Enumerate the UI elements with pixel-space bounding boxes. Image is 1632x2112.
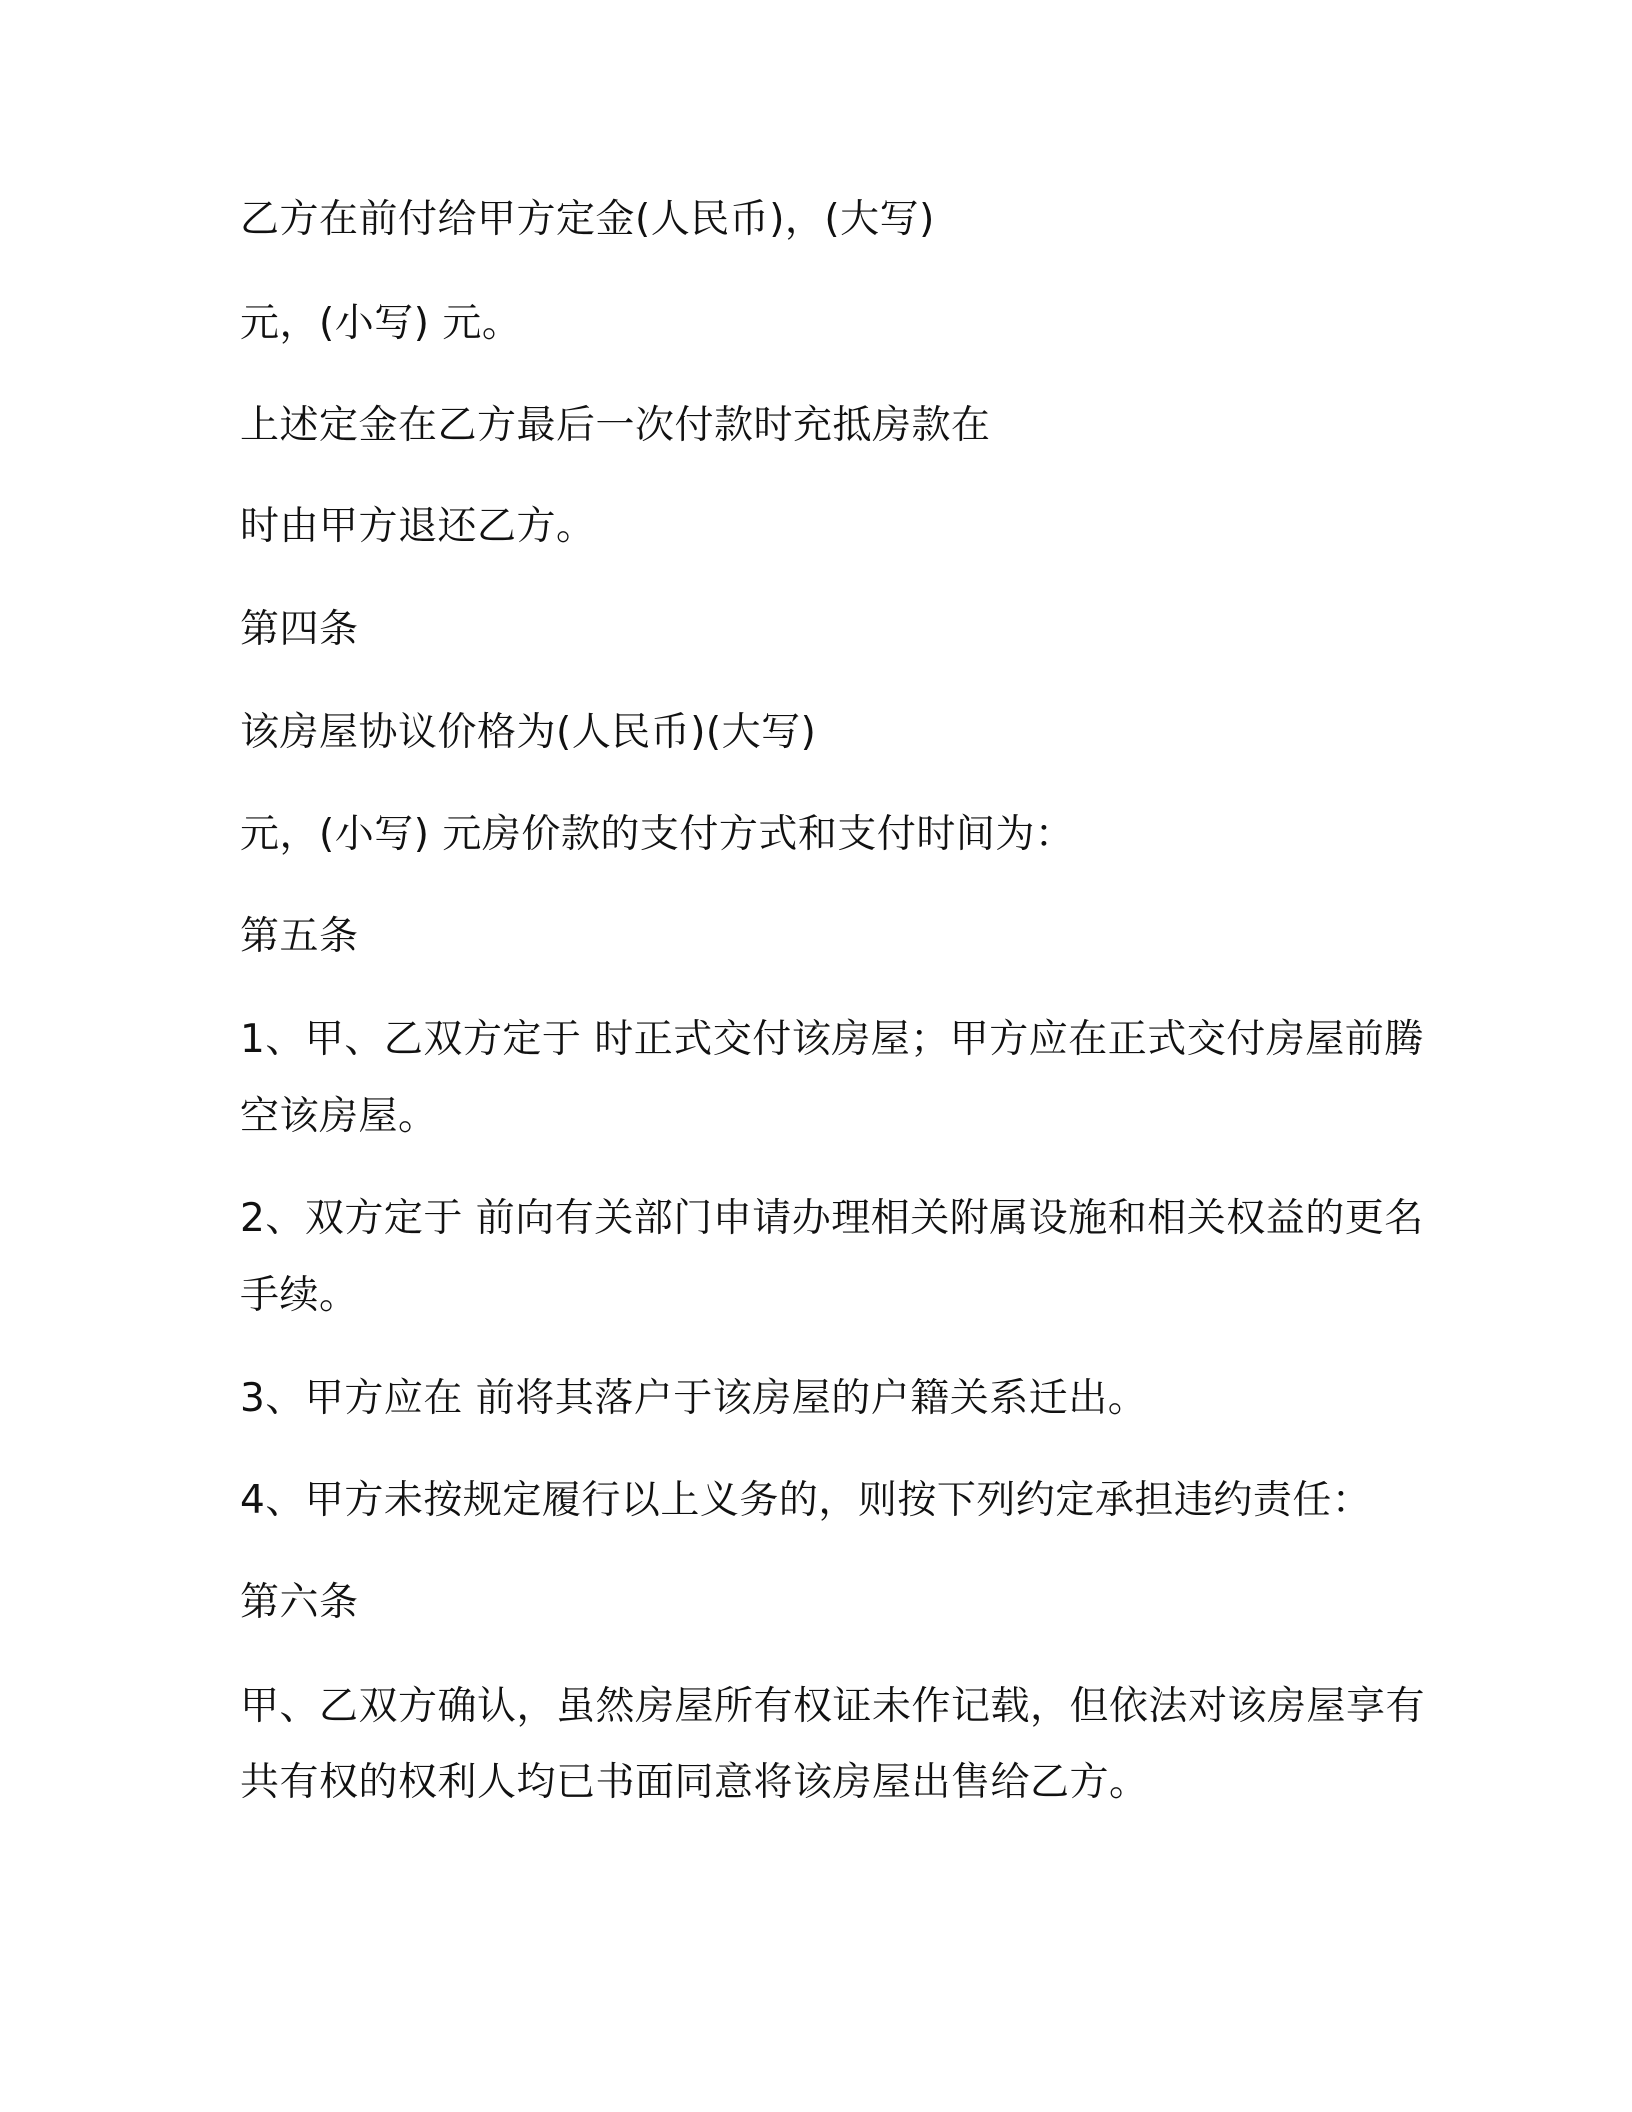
deposit-offset-line: 上述定金在乙方最后一次付款时充抵房款在	[240, 403, 991, 448]
clause-one-line: 1、甲、乙双方定于 时正式交付该房屋；甲方应在正式交付房屋前腾	[240, 1017, 1424, 1062]
clause-two-line: 2、双方定于 前向有关部门申请办理相关附属设施和相关权益的更名	[240, 1196, 1424, 1241]
deposit-refund-line: 时由甲方退还乙方。	[240, 504, 596, 549]
clause-one-continuation: 空该房屋。	[240, 1094, 438, 1139]
article-five-heading: 第五条	[240, 914, 359, 959]
deposit-amount-line: 元，(小写) 元。	[240, 301, 522, 346]
article-four-heading: 第四条	[240, 607, 359, 652]
article-six-heading: 第六条	[240, 1580, 359, 1625]
co-ownership-continuation: 共有权的权利人均已书面同意将该房屋出售给乙方。	[240, 1760, 1149, 1805]
clause-four-line: 4、甲方未按规定履行以上义务的，则按下列约定承担违约责任：	[240, 1478, 1372, 1523]
deposit-paragraph-line: 乙方在前付给甲方定金(人民币)，(大写)	[240, 197, 935, 242]
payment-method-line: 元，(小写) 元房价款的支付方式和支付时间为：	[240, 812, 1075, 857]
price-paragraph-line: 该房屋协议价格为(人民币)(大写)	[240, 710, 817, 755]
clause-two-continuation: 手续。	[240, 1273, 359, 1318]
co-ownership-line: 甲、乙双方确认，虽然房屋所有权证未作记载，但依法对该房屋享有	[240, 1684, 1426, 1729]
clause-three-line: 3、甲方应在 前将其落户于该房屋的户籍关系迁出。	[240, 1376, 1148, 1421]
